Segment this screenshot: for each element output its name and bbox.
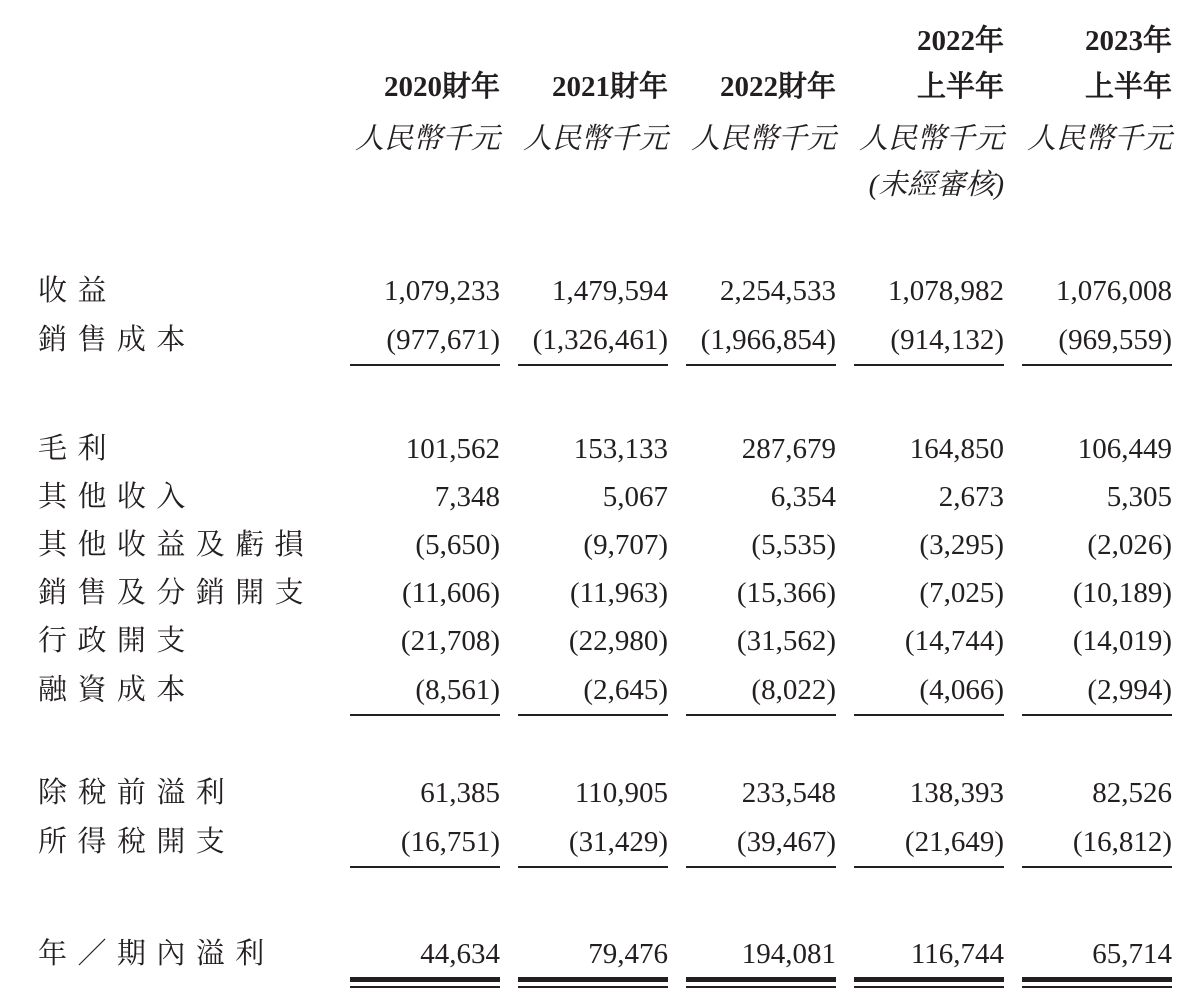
header-empty (38, 58, 332, 104)
value-cell: (2,994) (1004, 658, 1172, 716)
value-cell: 1,479,594 (552, 274, 668, 307)
value-cell: 194,081 (668, 920, 836, 988)
unit-label: 人民幣千元 (1026, 122, 1172, 155)
value-cell: (914,132) (836, 308, 1004, 366)
header-note-row (38, 156, 1172, 202)
row-label: 其他收益及虧損 (38, 528, 315, 561)
row-label: 行政開支 (38, 624, 196, 657)
value-cell: (16,812) (1004, 810, 1172, 868)
header-empty (38, 156, 332, 202)
value-cell: 1,079,233 (384, 274, 500, 307)
value-cell: (5,535) (751, 528, 836, 561)
header-empty (1004, 156, 1172, 202)
value-cell: (5,650) (415, 528, 500, 561)
row-label: 年／期內溢利 (38, 937, 275, 970)
value-cell: (3,295) (919, 528, 1004, 561)
value-cell: 110,905 (574, 776, 668, 809)
spacer (38, 366, 1172, 418)
header-empty (668, 156, 836, 202)
value-cell: (16,751) (332, 810, 500, 868)
spacer (38, 202, 1172, 260)
row-label: 融資成本 (38, 673, 196, 706)
header-empty (500, 156, 668, 202)
value-cell: (2,026) (1087, 528, 1172, 561)
value-cell: 6,354 (770, 480, 836, 513)
header-empty (668, 12, 836, 58)
income-statement-table (38, 12, 1172, 988)
col-header-fy2021: 2021財年 (551, 70, 668, 103)
value-cell: (977,671) (332, 308, 500, 366)
row-selling-and-distribution-expenses (38, 562, 1172, 610)
row-revenue (38, 260, 1172, 308)
value-cell: 1,076,008 (1056, 274, 1172, 307)
row-profit-for-the-year-period (38, 920, 1172, 988)
row-other-gains-and-losses (38, 514, 1172, 562)
double-rule (518, 977, 668, 988)
header-year-row (38, 12, 1172, 58)
col-header-2022-interim-year: 2022年 (916, 24, 1004, 57)
header-empty (38, 12, 332, 58)
row-label: 收益 (38, 274, 117, 307)
unit-label: 人民幣千元 (522, 122, 668, 155)
double-rule (1022, 977, 1172, 988)
header-period-row (38, 58, 1172, 104)
row-administrative-expenses (38, 610, 1172, 658)
row-cost-of-sales (38, 308, 1172, 366)
value-cell: 65,714 (1004, 920, 1172, 988)
double-rule (854, 977, 1004, 988)
value-cell: 287,679 (741, 432, 836, 465)
row-label: 銷售成本 (38, 323, 196, 356)
row-label: 除稅前溢利 (38, 776, 236, 809)
col-header-2022-interim-period: 上半年 (916, 70, 1004, 103)
row-profit-before-tax (38, 762, 1172, 810)
value-cell: (21,708) (400, 624, 500, 657)
row-other-income (38, 466, 1172, 514)
unit-label: 人民幣千元 (858, 122, 1004, 155)
value-cell: 106,449 (1077, 432, 1172, 465)
value-cell: 138,393 (909, 776, 1004, 809)
value-cell: (11,963) (570, 576, 668, 609)
spacer (38, 868, 1172, 920)
value-cell: 1,078,982 (888, 274, 1004, 307)
value-cell: 82,526 (1092, 776, 1172, 809)
header-empty (500, 12, 668, 58)
value-cell: 233,548 (741, 776, 836, 809)
value-cell: (14,744) (904, 624, 1004, 657)
header-unit-row (38, 104, 1172, 156)
col-header-2023-interim-year: 2023年 (1084, 24, 1172, 57)
col-header-2023-interim-period: 上半年 (1084, 70, 1172, 103)
value-cell: 164,850 (909, 432, 1004, 465)
col-header-fy2020: 2020財年 (383, 70, 500, 103)
value-cell: (21,649) (836, 810, 1004, 868)
unit-label: 人民幣千元 (690, 122, 836, 155)
header-empty (332, 12, 500, 58)
value-cell: 2,673 (938, 480, 1004, 513)
value-cell: 7,348 (434, 480, 500, 513)
row-label: 銷售及分銷開支 (38, 576, 315, 609)
row-gross-profit (38, 418, 1172, 466)
value-cell: (8,561) (332, 658, 500, 716)
value-cell: (31,429) (500, 810, 668, 868)
value-cell: 116,744 (836, 920, 1004, 988)
row-label: 所得稅開支 (38, 825, 236, 858)
value-cell: (11,606) (402, 576, 500, 609)
unaudited-note: (未經審核) (868, 168, 1004, 201)
value-cell: 5,305 (1106, 480, 1172, 513)
header-empty (38, 104, 332, 156)
value-cell: (1,966,854) (668, 308, 836, 366)
double-rule (686, 977, 836, 988)
row-label: 毛利 (38, 432, 117, 465)
value-cell: 2,254,533 (720, 274, 836, 307)
value-cell: (4,066) (836, 658, 1004, 716)
spacer (38, 716, 1172, 762)
value-cell: (969,559) (1004, 308, 1172, 366)
value-cell: 44,634 (332, 920, 500, 988)
value-cell: (22,980) (568, 624, 668, 657)
value-cell: (31,562) (736, 624, 836, 657)
row-label: 其他收入 (38, 480, 196, 513)
row-finance-costs (38, 658, 1172, 716)
double-rule (350, 977, 500, 988)
value-cell: (9,707) (583, 528, 668, 561)
value-cell: (14,019) (1072, 624, 1172, 657)
unit-label: 人民幣千元 (354, 122, 500, 155)
value-cell: (8,022) (668, 658, 836, 716)
value-cell: (7,025) (919, 576, 1004, 609)
value-cell: (10,189) (1072, 576, 1172, 609)
value-cell: (2,645) (500, 658, 668, 716)
col-header-fy2022: 2022財年 (719, 70, 836, 103)
value-cell: 61,385 (420, 776, 500, 809)
header-empty (332, 156, 500, 202)
value-cell: (1,326,461) (500, 308, 668, 366)
value-cell: 5,067 (602, 480, 668, 513)
value-cell: (39,467) (668, 810, 836, 868)
value-cell: (15,366) (736, 576, 836, 609)
value-cell: 101,562 (405, 432, 500, 465)
value-cell: 79,476 (500, 920, 668, 988)
value-cell: 153,133 (573, 432, 668, 465)
row-income-tax-expense (38, 810, 1172, 868)
